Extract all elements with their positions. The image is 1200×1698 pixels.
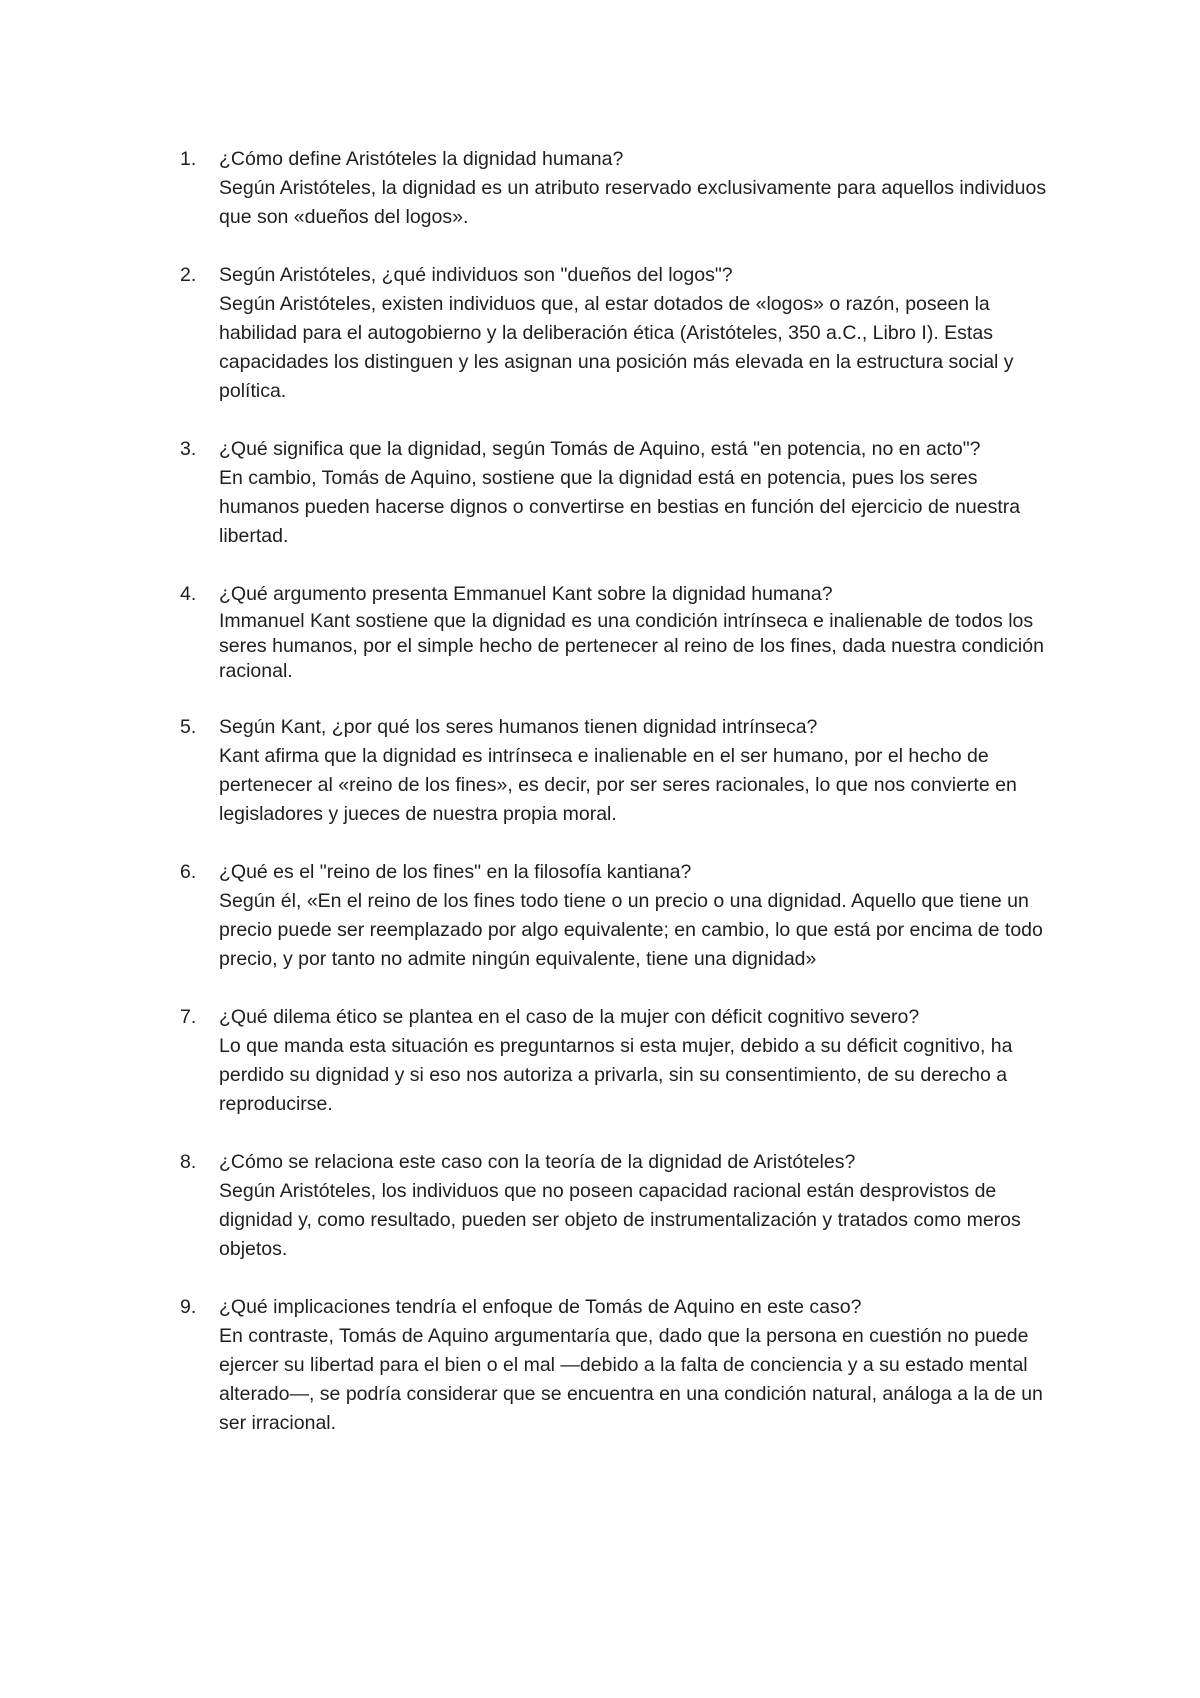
answer-text: Según él, «En el reino de los fines todo tiene o un precio o una dignidad. Aquello que tiene un precio puede ser reemplazado por algo equivalente; en cambio, lo que está por encima de todo precio, y por tanto no admite ningún equivalente, tiene una dignidad» <box>219 890 1043 970</box>
answer-text: En cambio, Tomás de Aquino, sostiene que la dignidad está en potencia, pues los seres humanos pueden hacerse dignos o convertirse en bestias en función del ejercicio de nuestra libertad. <box>219 467 1021 547</box>
list-item <box>180 1293 1060 1438</box>
answer-text: Immanuel Kant sostiene que la dignidad es una condición intrínseca e inalienable de todos los seres humanos, por el simple hecho de pertenecer al reino de los fines, dada nuestra condición racional. <box>219 610 1044 682</box>
list-item <box>180 435 1060 551</box>
list-item <box>180 261 1060 406</box>
question-text: ¿Cómo define Aristóteles la dignidad humana? <box>219 148 624 170</box>
question-text: Según Kant, ¿por qué los seres humanos tienen dignidad intrínseca? <box>219 716 818 738</box>
question-answer-list <box>180 145 1060 1467</box>
list-item <box>180 858 1060 974</box>
question-text: ¿Qué argumento presenta Emmanuel Kant sobre la dignidad humana? <box>219 583 833 605</box>
item-number: 2. <box>180 264 197 286</box>
answer-text: Kant afirma que la dignidad es intrínseca e inalienable en el ser humano, por el hecho de pertenecer al «reino de los fines», es decir, por ser seres racionales, lo que nos convierte en legisladores y jueces de nuestra propia moral. <box>219 745 1017 825</box>
list-item <box>180 713 1060 829</box>
answer-text: Según Aristóteles, la dignidad es un atributo reservado exclusivamente para aquellos individuos que son «dueños del logos». <box>219 177 1047 228</box>
question-text: ¿Qué implicaciones tendría el enfoque de Tomás de Aquino en este caso? <box>219 1296 862 1318</box>
item-number: 6. <box>180 861 197 883</box>
answer-text: Según Aristóteles, existen individuos que, al estar dotados de «logos» o razón, poseen la habilidad para el autogobierno y la deliberación ética (Aristóteles, 350 a.C., Libro I). Estas capacidades los distinguen y les asignan una posición más elevada en la estructura social y política. <box>219 293 1014 402</box>
item-number: 3. <box>180 438 197 460</box>
item-number: 4. <box>180 583 197 605</box>
answer-text: Según Aristóteles, los individuos que no poseen capacidad racional están desprovistos de dignidad y, como resultado, pueden ser objeto de instrumentalización y tratados como meros objetos. <box>219 1180 1021 1260</box>
item-number: 8. <box>180 1151 197 1173</box>
list-item <box>180 145 1060 232</box>
list-item <box>180 580 1060 684</box>
item-number: 5. <box>180 716 197 738</box>
item-number: 7. <box>180 1006 197 1028</box>
question-text: ¿Qué dilema ético se plantea en el caso de la mujer con déficit cognitivo severo? <box>219 1006 920 1028</box>
question-text: ¿Cómo se relaciona este caso con la teoría de la dignidad de Aristóteles? <box>219 1151 856 1173</box>
question-text: ¿Qué significa que la dignidad, según Tomás de Aquino, está "en potencia, no en acto"? <box>219 438 981 460</box>
list-item <box>180 1003 1060 1119</box>
question-text: ¿Qué es el "reino de los fines" en la filosofía kantiana? <box>219 861 692 883</box>
answer-text: Lo que manda esta situación es preguntarnos si esta mujer, debido a su déficit cognitivo, ha perdido su dignidad y si eso nos autoriza a privarla, sin su consentimiento, de su derecho a reproducirse. <box>219 1035 1013 1115</box>
item-number: 1. <box>180 148 197 170</box>
question-text: Según Aristóteles, ¿qué individuos son "dueños del logos"? <box>219 264 733 286</box>
answer-text: En contraste, Tomás de Aquino argumentaría que, dado que la persona en cuestión no puede ejercer su libertad para el bien o el mal —debido a la falta de conciencia y a su estado mental alterado—, se podría considerar que se encuentra en una condición natural, análoga a la de un ser irracional. <box>219 1325 1043 1434</box>
list-item <box>180 1148 1060 1264</box>
item-number: 9. <box>180 1296 197 1318</box>
